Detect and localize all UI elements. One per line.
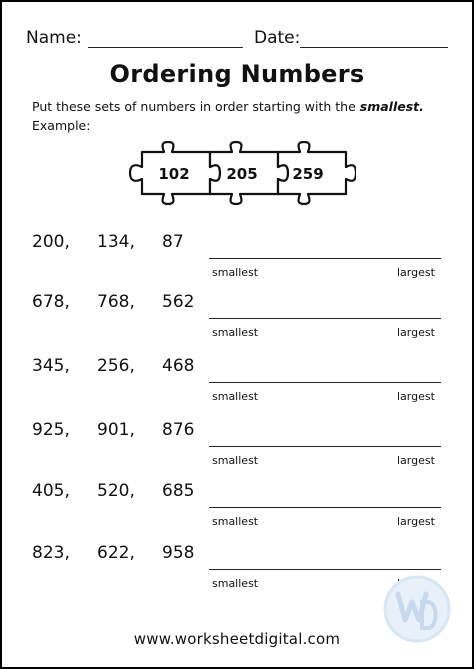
largest-label: largest [397, 390, 435, 403]
name-label: Name: [26, 28, 82, 48]
page-title: Ordering Numbers [109, 60, 365, 88]
row-number: 622, [97, 543, 135, 563]
row-number: 200, [32, 232, 70, 252]
smallest-label: smallest [212, 515, 259, 528]
smallest-label: smallest [212, 266, 259, 279]
smallest-label: smallest [212, 577, 259, 590]
instructions-emphasis: smallest. [359, 99, 424, 114]
row-number: 901, [97, 420, 135, 440]
largest-label: largest [397, 266, 435, 279]
puzzle-number-2: 205 [226, 165, 258, 183]
example-label: Example: [32, 118, 91, 133]
row-number: 345, [32, 356, 70, 376]
row-number: 768, [97, 292, 135, 312]
instructions [32, 99, 424, 114]
row-number: 876 [162, 420, 195, 440]
footer-url[interactable]: www.worksheetdigital.com [133, 630, 341, 648]
name-field-line[interactable] [88, 47, 243, 48]
row-number: 468 [162, 356, 195, 376]
answer-line[interactable] [209, 258, 441, 259]
row-number: 520, [97, 481, 135, 501]
row-number: 562 [162, 292, 195, 312]
row-number: 405, [32, 481, 70, 501]
date-field-line[interactable] [300, 47, 448, 48]
smallest-label: smallest [212, 454, 259, 467]
row-number: 678, [32, 292, 70, 312]
answer-line[interactable] [209, 318, 441, 319]
answer-line[interactable] [209, 446, 441, 447]
answer-line[interactable] [209, 382, 441, 383]
row-number: 256, [97, 356, 135, 376]
largest-label: largest [397, 326, 435, 339]
instructions-text: Put these sets of numbers in order starting with the [32, 99, 360, 114]
answer-line[interactable] [209, 569, 441, 570]
largest-label: largest [397, 515, 435, 528]
smallest-label: smallest [212, 326, 259, 339]
largest-label: largest [397, 454, 435, 467]
row-number: 823, [32, 543, 70, 563]
answer-line[interactable] [209, 507, 441, 508]
example-puzzle-illustration [120, 132, 356, 208]
smallest-label: smallest [212, 390, 259, 403]
row-number: 958 [162, 543, 195, 563]
row-number: 134, [97, 232, 135, 252]
row-number: 685 [162, 481, 195, 501]
row-number: 87 [162, 232, 184, 252]
puzzle-number-3: 259 [292, 165, 324, 183]
puzzle-number-1: 102 [158, 165, 190, 183]
date-label: Date: [254, 28, 301, 48]
row-number: 925, [32, 420, 70, 440]
